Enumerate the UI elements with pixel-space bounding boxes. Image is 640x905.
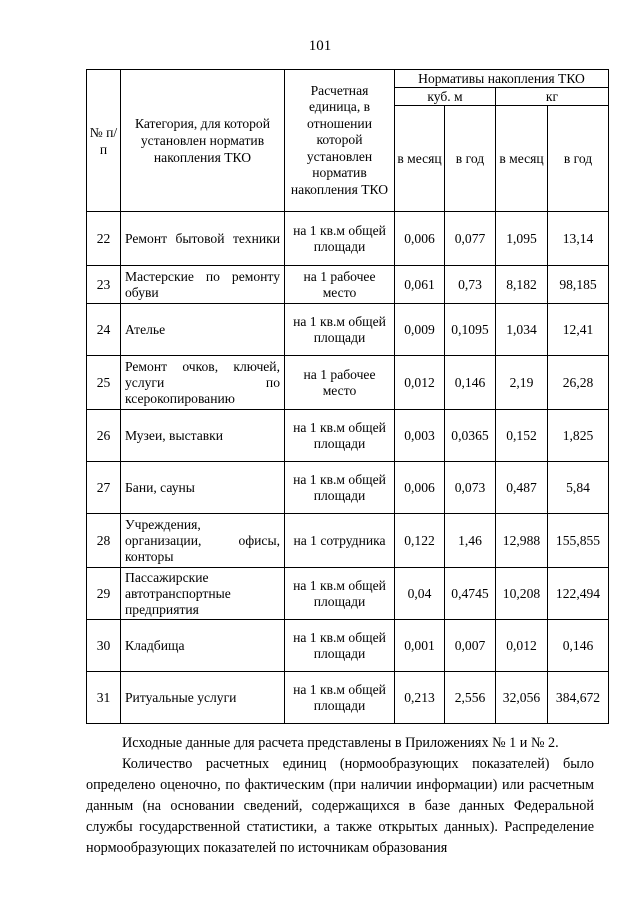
row-volume-month: 0,006 bbox=[395, 212, 445, 266]
row-mass-month: 2,19 bbox=[496, 356, 548, 410]
table-row bbox=[87, 212, 609, 266]
row-mass-year: 13,14 bbox=[548, 212, 609, 266]
row-mass-year: 26,28 bbox=[548, 356, 609, 410]
row-number: 23 bbox=[87, 266, 121, 304]
header-unit: Расчетная единица, в отношении которой установлен норматив накопления ТКО bbox=[285, 70, 395, 212]
header-volume-year: в год bbox=[445, 106, 496, 212]
table-row bbox=[87, 304, 609, 356]
row-volume-month: 0,122 bbox=[395, 514, 445, 568]
row-volume-year: 0,4745 bbox=[445, 568, 496, 620]
row-mass-year: 122,494 bbox=[548, 568, 609, 620]
row-volume-month: 0,213 bbox=[395, 672, 445, 724]
row-mass-year: 0,146 bbox=[548, 620, 609, 672]
page-number: 101 bbox=[308, 38, 332, 54]
header-norms: Нормативы накопления ТКО bbox=[395, 70, 609, 88]
header-num: № п/п bbox=[87, 70, 121, 212]
row-unit: на 1 рабочее место bbox=[285, 356, 395, 410]
row-number: 22 bbox=[87, 212, 121, 266]
row-volume-month: 0,009 bbox=[395, 304, 445, 356]
row-volume-year: 0,146 bbox=[445, 356, 496, 410]
row-volume-year: 0,1095 bbox=[445, 304, 496, 356]
row-unit: на 1 кв.м общей площади bbox=[285, 568, 395, 620]
row-volume-month: 0,006 bbox=[395, 462, 445, 514]
row-unit: на 1 рабочее место bbox=[285, 266, 395, 304]
row-category: Музеи, выставки bbox=[121, 410, 285, 462]
row-number: 24 bbox=[87, 304, 121, 356]
row-category: Ремонт бытовой техники bbox=[121, 212, 285, 266]
row-category: Кладбища bbox=[121, 620, 285, 672]
row-number: 26 bbox=[87, 410, 121, 462]
header-mass-month: в месяц bbox=[496, 106, 548, 212]
row-volume-month: 0,003 bbox=[395, 410, 445, 462]
row-mass-month: 8,182 bbox=[496, 266, 548, 304]
table-row bbox=[87, 568, 609, 620]
row-unit: на 1 кв.м общей площади bbox=[285, 410, 395, 462]
row-mass-month: 0,487 bbox=[496, 462, 548, 514]
table-row bbox=[87, 514, 609, 568]
row-mass-month: 1,095 bbox=[496, 212, 548, 266]
row-number: 30 bbox=[87, 620, 121, 672]
row-category: Ателье bbox=[121, 304, 285, 356]
row-volume-month: 0,012 bbox=[395, 356, 445, 410]
row-number: 27 bbox=[87, 462, 121, 514]
header-category: Категория, для которой установлен норматив накопления ТКО bbox=[121, 70, 285, 212]
header-volume-month: в месяц bbox=[395, 106, 445, 212]
header-mass-year: в год bbox=[548, 106, 609, 212]
paragraph: Исходные данные для расчета представлены в Приложениях № 1 и № 2. bbox=[122, 735, 559, 751]
row-category: Бани, сауны bbox=[121, 462, 285, 514]
row-volume-year: 0,0365 bbox=[445, 410, 496, 462]
row-mass-month: 1,034 bbox=[496, 304, 548, 356]
row-category: Пассажирские автотранспортные предприятия bbox=[121, 568, 285, 620]
row-category: Ритуальные услуги bbox=[121, 672, 285, 724]
table-row bbox=[87, 410, 609, 462]
row-volume-month: 0,061 bbox=[395, 266, 445, 304]
row-mass-month: 10,208 bbox=[496, 568, 548, 620]
row-volume-year: 0,073 bbox=[445, 462, 496, 514]
table-row bbox=[87, 620, 609, 672]
row-mass-year: 12,41 bbox=[548, 304, 609, 356]
row-mass-month: 0,152 bbox=[496, 410, 548, 462]
row-number: 28 bbox=[87, 514, 121, 568]
header-volume: куб. м bbox=[395, 88, 496, 106]
row-volume-year: 0,73 bbox=[445, 266, 496, 304]
row-unit: на 1 кв.м общей площади bbox=[285, 620, 395, 672]
row-category: Ремонт очков, ключей, услуги по ксерокопированию bbox=[121, 356, 285, 410]
row-number: 25 bbox=[87, 356, 121, 410]
row-volume-month: 0,04 bbox=[395, 568, 445, 620]
row-unit: на 1 кв.м общей площади bbox=[285, 304, 395, 356]
row-mass-month: 0,012 bbox=[496, 620, 548, 672]
row-mass-year: 5,84 bbox=[548, 462, 609, 514]
norms-table bbox=[86, 69, 609, 724]
row-mass-year: 384,672 bbox=[548, 672, 609, 724]
table-row bbox=[87, 266, 609, 304]
row-unit: на 1 кв.м общей площади bbox=[285, 462, 395, 514]
row-volume-month: 0,001 bbox=[395, 620, 445, 672]
row-volume-year: 1,46 bbox=[445, 514, 496, 568]
row-mass-year: 1,825 bbox=[548, 410, 609, 462]
row-volume-year: 0,007 bbox=[445, 620, 496, 672]
row-number: 31 bbox=[87, 672, 121, 724]
body-text bbox=[86, 733, 594, 859]
row-unit: на 1 кв.м общей площади bbox=[285, 212, 395, 266]
row-mass-year: 155,855 bbox=[548, 514, 609, 568]
row-volume-year: 2,556 bbox=[445, 672, 496, 724]
paragraph: Количество расчетных единиц (нормообразующих показателей) было определено оценочно, по фактическим (при наличии информации) или расчетным данным (на основании сведений, содержащихся в базе данных Федеральной службы государственной статистики, а также открытых данных). Распределение нормообразующих показателей по источникам образования bbox=[86, 756, 594, 856]
row-number: 29 bbox=[87, 568, 121, 620]
table-body bbox=[87, 212, 609, 724]
row-volume-year: 0,077 bbox=[445, 212, 496, 266]
table-row bbox=[87, 462, 609, 514]
table-row bbox=[87, 672, 609, 724]
row-category: Учреждения, организации, офисы, конторы bbox=[121, 514, 285, 568]
table-row bbox=[87, 356, 609, 410]
row-mass-month: 12,988 bbox=[496, 514, 548, 568]
table-header bbox=[87, 70, 609, 212]
header-mass: кг bbox=[496, 88, 609, 106]
row-unit: на 1 кв.м общей площади bbox=[285, 672, 395, 724]
row-mass-year: 98,185 bbox=[548, 266, 609, 304]
row-category: Мастерские по ремонту обуви bbox=[121, 266, 285, 304]
row-mass-month: 32,056 bbox=[496, 672, 548, 724]
row-unit: на 1 сотрудника bbox=[285, 514, 395, 568]
